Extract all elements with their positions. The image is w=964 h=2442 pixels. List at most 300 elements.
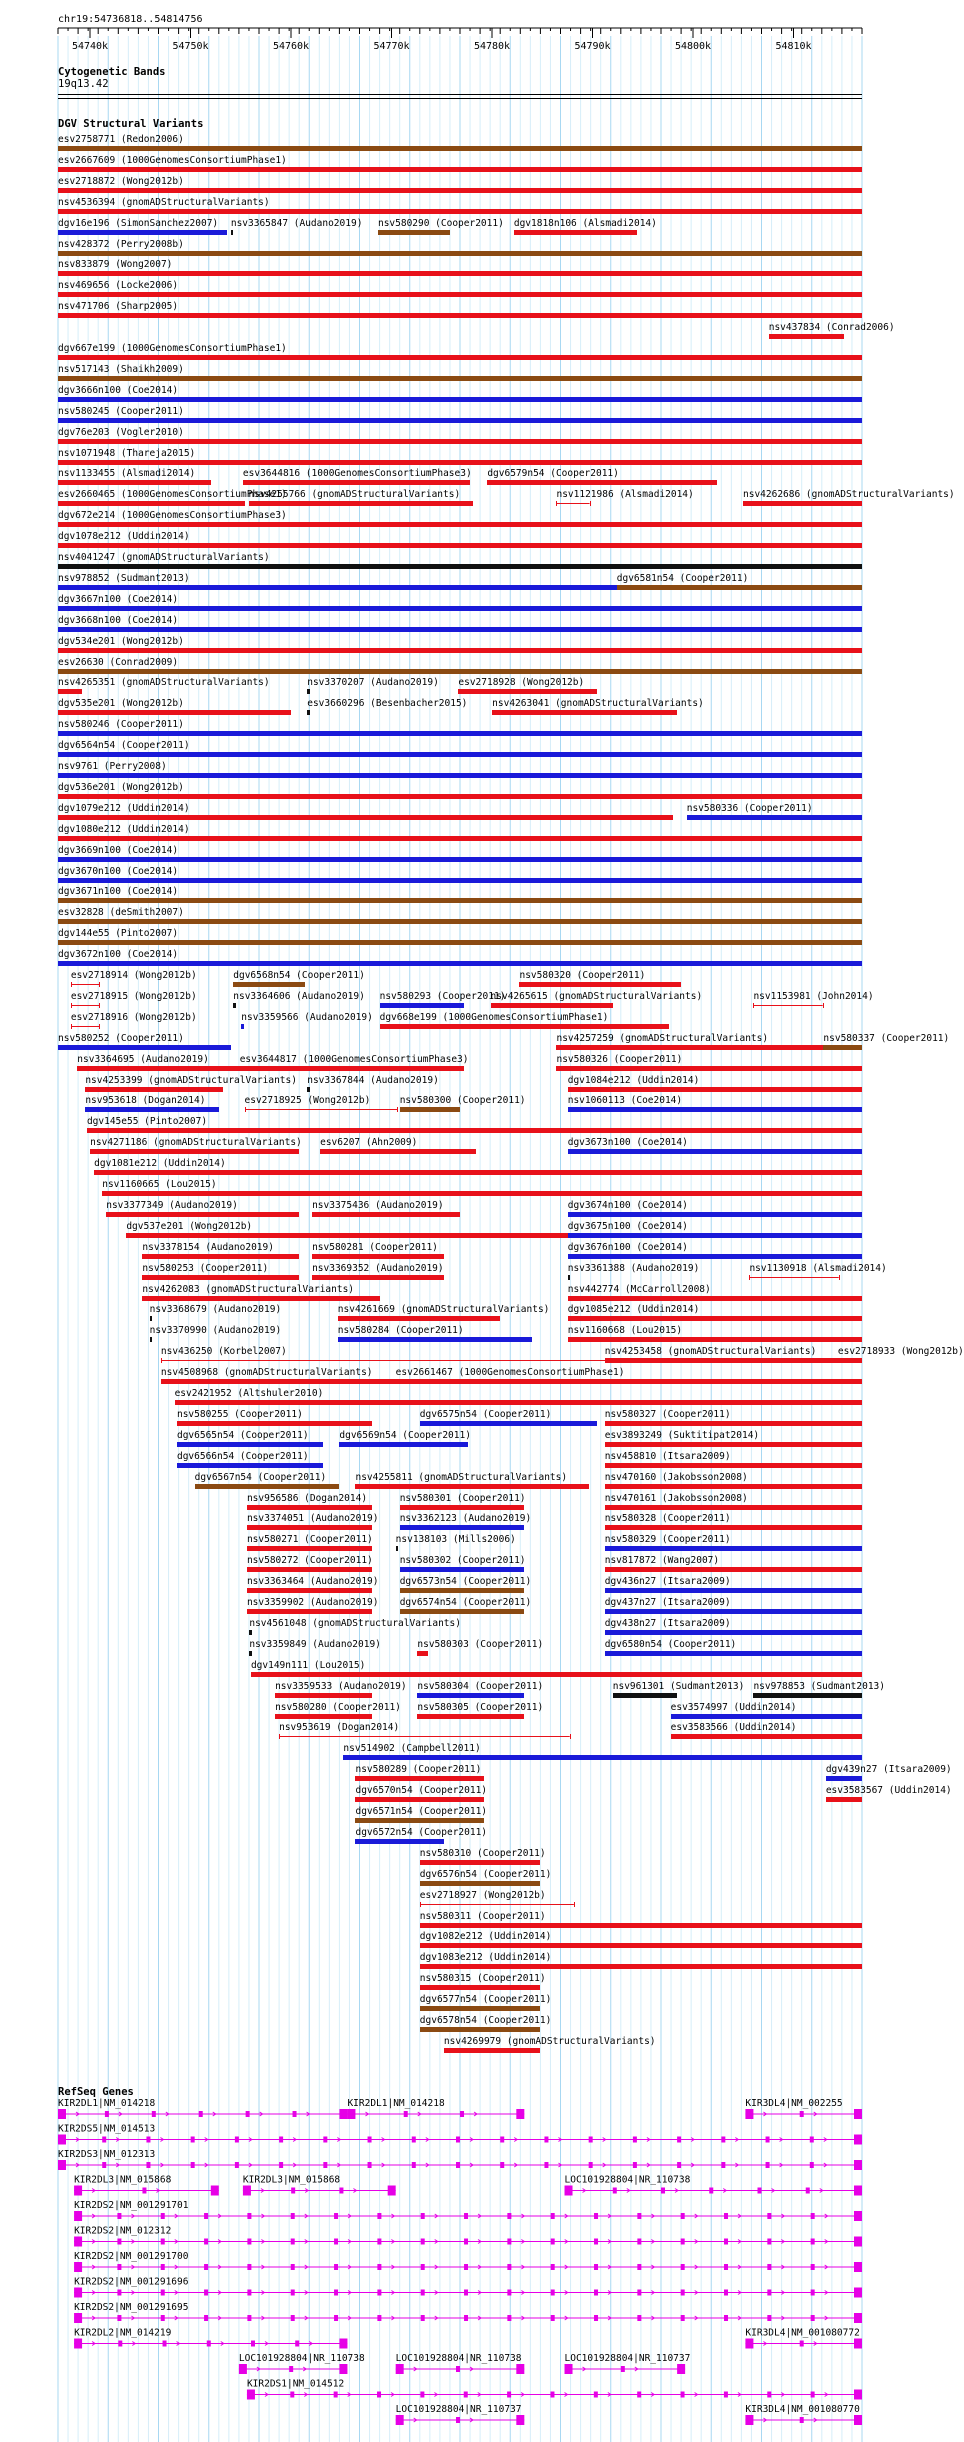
- variant-bar[interactable]: [58, 794, 862, 799]
- variant-label[interactable]: esv32828 (deSmith2007): [58, 907, 184, 919]
- variant-label[interactable]: esv3583567 (Uddin2014): [825, 1785, 952, 1797]
- variant-label[interactable]: esv2667609 (1000GenomesConsortiumPhase1): [58, 154, 287, 166]
- variant-label[interactable]: esv3574997 (Uddin2014): [670, 1701, 797, 1713]
- variant-bar[interactable]: [307, 689, 309, 694]
- variant-label[interactable]: dgv672e214 (1000GenomesConsortiumPhase3): [58, 510, 287, 522]
- variant-label[interactable]: nsv580304 (Cooper2011): [417, 1680, 544, 1692]
- variant-bar[interactable]: [568, 1316, 862, 1321]
- variant-bar[interactable]: [58, 710, 291, 715]
- variant-bar[interactable]: [58, 543, 862, 548]
- variant-bar[interactable]: [58, 669, 862, 674]
- variant-bar[interactable]: [58, 752, 862, 757]
- variant-bar[interactable]: [58, 460, 862, 465]
- variant-bar[interactable]: [150, 1337, 152, 1342]
- variant-label[interactable]: nsv580328 (Cooper2011): [604, 1513, 731, 1525]
- variant-label[interactable]: nsv580252 (Cooper2011): [58, 1032, 184, 1044]
- variant-label[interactable]: esv26630 (Conrad2009): [58, 656, 179, 668]
- variant-bar[interactable]: [605, 1484, 862, 1489]
- variant-bar[interactable]: [355, 1484, 588, 1489]
- variant-bar[interactable]: [380, 1024, 669, 1029]
- variant-label[interactable]: esv2661467 (1000GenomesConsortiumPhase1): [395, 1367, 625, 1379]
- variant-label[interactable]: esv3644816 (1000GenomesConsortiumPhase3): [242, 468, 472, 480]
- variant-label[interactable]: dgv76e203 (Vogler2010): [58, 426, 184, 438]
- variant-bar[interactable]: [355, 1839, 443, 1844]
- variant-bar[interactable]: [420, 2027, 541, 2032]
- variant-bar[interactable]: [417, 1714, 524, 1719]
- variant-bar[interactable]: [58, 919, 862, 924]
- variant-bar[interactable]: [568, 1296, 862, 1301]
- variant-label[interactable]: nsv580272 (Cooper2011): [246, 1555, 373, 1567]
- variant-label[interactable]: dgv149n111 (Lou2015): [250, 1659, 366, 1671]
- variant-bar[interactable]: [249, 1651, 251, 1656]
- variant-label[interactable]: nsv437834 (Conrad2006): [768, 322, 895, 334]
- variant-bar[interactable]: [420, 1902, 575, 1907]
- variant-bar[interactable]: [420, 2006, 541, 2011]
- variant-label[interactable]: dgv6566n54 (Cooper2011): [176, 1450, 309, 1462]
- variant-label[interactable]: nsv580246 (Cooper2011): [58, 719, 184, 731]
- variant-bar[interactable]: [58, 940, 862, 945]
- variant-label[interactable]: nsv580320 (Cooper2011): [519, 970, 646, 981]
- variant-bar[interactable]: [605, 1525, 862, 1530]
- variant-label[interactable]: dgv1083e212 (Uddin2014): [419, 1952, 552, 1964]
- variant-label[interactable]: nsv442774 (McCarroll2008): [567, 1283, 711, 1295]
- variant-bar[interactable]: [279, 1734, 570, 1739]
- variant-bar[interactable]: [85, 1107, 218, 1112]
- variant-label[interactable]: dgv535e201 (Wong2012b): [58, 698, 184, 710]
- variant-label[interactable]: nsv3367844 (Audano2019): [307, 1074, 439, 1086]
- variant-label[interactable]: nsv3364606 (Audano2019): [233, 990, 365, 1002]
- variant-label[interactable]: nsv580301 (Cooper2011): [399, 1492, 526, 1504]
- variant-label[interactable]: nsv978852 (Sudmant2013): [58, 572, 190, 584]
- variant-label[interactable]: dgv3670n100 (Coe2014): [58, 865, 179, 877]
- variant-label[interactable]: nsv580326 (Cooper2011): [556, 1053, 683, 1065]
- variant-bar[interactable]: [400, 1567, 525, 1572]
- variant-bar[interactable]: [58, 1045, 231, 1050]
- variant-label[interactable]: nsv3369352 (Audano2019): [312, 1262, 444, 1274]
- variant-label[interactable]: nsv436250 (Korbel2007): [160, 1346, 287, 1358]
- variant-bar[interactable]: [58, 292, 862, 297]
- variant-bar[interactable]: [247, 1609, 372, 1614]
- variant-bar[interactable]: [71, 982, 100, 987]
- variant-label[interactable]: nsv1133455 (Alsmadi2014): [58, 468, 196, 480]
- variant-label[interactable]: dgv3674n100 (Coe2014): [567, 1199, 688, 1211]
- variant-bar[interactable]: [58, 146, 862, 151]
- variant-label[interactable]: esv3660296 (Besenbacher2015): [307, 698, 468, 710]
- variant-bar[interactable]: [58, 564, 862, 569]
- variant-label[interactable]: dgv1078e212 (Uddin2014): [58, 531, 190, 543]
- variant-bar[interactable]: [58, 773, 862, 778]
- variant-label[interactable]: nsv580337 (Cooper2011): [823, 1032, 950, 1044]
- variant-bar[interactable]: [568, 1275, 570, 1280]
- variant-label[interactable]: dgv1084e212 (Uddin2014): [567, 1074, 700, 1086]
- variant-label[interactable]: nsv4271186 (gnomADStructuralVariants): [90, 1137, 302, 1149]
- variant-bar[interactable]: [233, 982, 305, 987]
- variant-bar[interactable]: [420, 1421, 597, 1426]
- variant-bar[interactable]: [556, 1066, 862, 1071]
- variant-label[interactable]: esv2718925 (Wong2012b): [244, 1095, 371, 1107]
- variant-label[interactable]: nsv580302 (Cooper2011): [399, 1555, 526, 1567]
- variant-bar[interactable]: [307, 710, 309, 715]
- variant-bar[interactable]: [142, 1296, 379, 1301]
- variant-bar[interactable]: [71, 1024, 100, 1029]
- variant-label[interactable]: nsv956586 (Dogan2014): [246, 1492, 368, 1504]
- variant-label[interactable]: esv2718916 (Wong2012b): [70, 1011, 197, 1023]
- variant-label[interactable]: dgv536e201 (Wong2012b): [58, 781, 184, 793]
- variant-label[interactable]: nsv3359849 (Audano2019): [249, 1638, 381, 1650]
- variant-bar[interactable]: [605, 1567, 862, 1572]
- variant-label[interactable]: nsv580271 (Cooper2011): [246, 1534, 373, 1546]
- variant-label[interactable]: dgv3675n100 (Coe2014): [567, 1220, 688, 1232]
- variant-bar[interactable]: [420, 1964, 862, 1969]
- variant-bar[interactable]: [378, 230, 450, 235]
- variant-label[interactable]: dgv16e196 (SimonSanchez2007): [58, 217, 219, 229]
- variant-label[interactable]: nsv580300 (Cooper2011): [399, 1095, 526, 1107]
- variant-bar[interactable]: [58, 230, 227, 235]
- variant-label[interactable]: nsv4269979 (gnomADStructuralVariants): [443, 2035, 656, 2047]
- variant-bar[interactable]: [568, 1107, 862, 1112]
- variant-bar[interactable]: [605, 1609, 862, 1614]
- variant-bar[interactable]: [58, 355, 862, 360]
- variant-bar[interactable]: [420, 1985, 541, 1990]
- variant-label[interactable]: nsv1160665 (Lou2015): [102, 1179, 217, 1190]
- variant-label[interactable]: dgv6569n54 (Cooper2011): [339, 1429, 471, 1441]
- variant-bar[interactable]: [769, 334, 845, 339]
- variant-bar[interactable]: [240, 1066, 464, 1071]
- variant-label[interactable]: nsv1160668 (Lou2015): [567, 1325, 683, 1337]
- variant-label[interactable]: dgv144e55 (Pinto2007): [58, 928, 179, 940]
- variant-bar[interactable]: [826, 1797, 862, 1802]
- variant-label[interactable]: nsv580255 (Cooper2011): [176, 1408, 303, 1420]
- variant-label[interactable]: dgv3671n100 (Coe2014): [58, 886, 179, 898]
- variant-label[interactable]: dgv438n27 (Itsara2009): [604, 1617, 731, 1629]
- variant-bar[interactable]: [420, 1923, 862, 1928]
- variant-label[interactable]: nsv3375436 (Audano2019): [312, 1199, 444, 1211]
- variant-bar[interactable]: [177, 1442, 323, 1447]
- variant-label[interactable]: esv3644817 (1000GenomesConsortiumPhase3): [239, 1053, 469, 1065]
- variant-bar[interactable]: [247, 1505, 372, 1510]
- variant-bar[interactable]: [247, 1525, 372, 1530]
- variant-label[interactable]: dgv6564n54 (Cooper2011): [58, 740, 190, 752]
- variant-bar[interactable]: [568, 1254, 862, 1259]
- variant-bar[interactable]: [568, 1337, 862, 1342]
- variant-label[interactable]: nsv4257259 (gnomADStructuralVariants): [556, 1032, 769, 1044]
- variant-bar[interactable]: [491, 1003, 613, 1008]
- variant-label[interactable]: dgv537e201 (Wong2012b): [126, 1220, 253, 1232]
- variant-bar[interactable]: [749, 1275, 839, 1280]
- variant-label[interactable]: nsv458810 (Itsara2009): [604, 1450, 731, 1462]
- variant-label[interactable]: nsv470161 (Jakobsson2008): [604, 1492, 748, 1504]
- variant-bar[interactable]: [400, 1588, 525, 1593]
- variant-bar[interactable]: [58, 898, 862, 903]
- variant-label[interactable]: nsv580336 (Cooper2011): [686, 802, 813, 814]
- variant-bar[interactable]: [58, 209, 862, 214]
- variant-bar[interactable]: [605, 1588, 862, 1593]
- variant-bar[interactable]: [58, 439, 862, 444]
- variant-bar[interactable]: [338, 1316, 500, 1321]
- variant-bar[interactable]: [605, 1546, 862, 1551]
- variant-label[interactable]: nsv580253 (Cooper2011): [142, 1262, 269, 1274]
- variant-bar[interactable]: [487, 480, 717, 485]
- variant-label[interactable]: nsv1121986 (Alsmadi2014): [556, 489, 694, 501]
- variant-label[interactable]: nsv4536394 (gnomADStructuralVariants): [58, 196, 270, 208]
- variant-label[interactable]: dgv6580n54 (Cooper2011): [604, 1638, 737, 1650]
- variant-label[interactable]: nsv3362123 (Audano2019): [399, 1513, 532, 1525]
- variant-label[interactable]: dgv145e55 (Pinto2007): [86, 1116, 208, 1128]
- variant-bar[interactable]: [568, 1149, 862, 1154]
- variant-label[interactable]: dgv1085e212 (Uddin2014): [567, 1304, 700, 1316]
- variant-bar[interactable]: [605, 1463, 862, 1468]
- variant-bar[interactable]: [743, 501, 862, 506]
- variant-bar[interactable]: [175, 1400, 862, 1405]
- variant-label[interactable]: dgv1818n106 (Alsmadi2014): [513, 217, 657, 229]
- variant-label[interactable]: dgv6573n54 (Cooper2011): [399, 1576, 532, 1588]
- variant-label[interactable]: nsv580310 (Cooper2011): [419, 1847, 546, 1859]
- variant-label[interactable]: nsv1153981 (John2014): [753, 990, 874, 1002]
- variant-label[interactable]: nsv4561048 (gnomADStructuralVariants): [249, 1617, 461, 1629]
- variant-label[interactable]: nsv580327 (Cooper2011): [604, 1408, 731, 1420]
- variant-label[interactable]: dgv437n27 (Itsara2009): [604, 1597, 731, 1608]
- variant-bar[interactable]: [826, 1776, 862, 1781]
- variant-bar[interactable]: [58, 397, 862, 402]
- variant-label[interactable]: dgv1082e212 (Uddin2014): [419, 1931, 552, 1943]
- variant-label[interactable]: dgv6576n54 (Cooper2011): [419, 1868, 552, 1880]
- variant-label[interactable]: nsv817872 (Wang2007): [604, 1555, 720, 1567]
- variant-label[interactable]: nsv580280 (Cooper2011): [275, 1701, 401, 1713]
- variant-bar[interactable]: [355, 1797, 484, 1802]
- variant-label[interactable]: nsv580281 (Cooper2011): [312, 1241, 438, 1253]
- variant-bar[interactable]: [142, 1275, 299, 1280]
- variant-label[interactable]: nsv4261669 (gnomADStructuralVariants): [337, 1304, 550, 1316]
- variant-label[interactable]: nsv580329 (Cooper2011): [604, 1534, 731, 1546]
- variant-bar[interactable]: [514, 230, 637, 235]
- variant-label[interactable]: dgv6565n54 (Cooper2011): [176, 1429, 309, 1441]
- variant-label[interactable]: dgv6578n54 (Cooper2011): [419, 2015, 552, 2026]
- variant-bar[interactable]: [195, 1484, 340, 1489]
- variant-bar[interactable]: [243, 480, 470, 485]
- variant-label[interactable]: nsv3370990 (Audano2019): [149, 1325, 282, 1337]
- variant-label[interactable]: nsv471706 (Sharp2005): [58, 301, 179, 313]
- variant-bar[interactable]: [312, 1212, 460, 1217]
- variant-bar[interactable]: [58, 648, 862, 653]
- variant-bar[interactable]: [58, 271, 862, 276]
- variant-bar[interactable]: [247, 1546, 372, 1551]
- variant-bar[interactable]: [519, 982, 681, 987]
- variant-bar[interactable]: [338, 1337, 533, 1342]
- variant-bar[interactable]: [568, 1212, 862, 1217]
- variant-bar[interactable]: [241, 1024, 243, 1029]
- variant-bar[interactable]: [417, 1651, 427, 1656]
- variant-bar[interactable]: [396, 1546, 398, 1551]
- variant-label[interactable]: nsv469656 (Locke2006): [58, 280, 179, 292]
- variant-label[interactable]: dgv6575n54 (Cooper2011): [419, 1408, 552, 1420]
- variant-bar[interactable]: [177, 1421, 372, 1426]
- variant-label[interactable]: nsv978853 (Sudmant2013): [753, 1680, 886, 1692]
- variant-label[interactable]: dgv439n27 (Itsara2009): [825, 1764, 952, 1776]
- variant-bar[interactable]: [320, 1149, 476, 1154]
- variant-label[interactable]: nsv3359902 (Audano2019): [246, 1597, 379, 1608]
- variant-bar[interactable]: [87, 1128, 862, 1133]
- variant-bar[interactable]: [233, 1003, 235, 1008]
- variant-bar[interactable]: [312, 1254, 444, 1259]
- variant-bar[interactable]: [605, 1442, 862, 1447]
- variant-bar[interactable]: [568, 1087, 862, 1092]
- variant-bar[interactable]: [58, 585, 617, 590]
- variant-label[interactable]: esv2718915 (Wong2012b): [70, 990, 197, 1002]
- variant-bar[interactable]: [249, 501, 473, 506]
- variant-bar[interactable]: [231, 230, 233, 235]
- variant-bar[interactable]: [58, 188, 862, 193]
- variant-bar[interactable]: [556, 1045, 862, 1050]
- variant-bar[interactable]: [247, 1588, 372, 1593]
- variant-bar[interactable]: [177, 1463, 323, 1468]
- variant-label[interactable]: nsv517143 (Shaikh2009): [58, 363, 184, 375]
- variant-label[interactable]: esv2660465 (1000GenomesConsortiumPhase1): [58, 489, 287, 501]
- variant-bar[interactable]: [343, 1755, 862, 1760]
- variant-label[interactable]: nsv580311 (Cooper2011): [419, 1910, 546, 1922]
- variant-label[interactable]: esv2718928 (Wong2012b): [458, 677, 585, 689]
- variant-label[interactable]: nsv3374051 (Audano2019): [246, 1513, 379, 1525]
- variant-label[interactable]: nsv961301 (Sudmant2013): [612, 1680, 745, 1692]
- variant-label[interactable]: esv2758771 (Redon2006): [58, 134, 184, 145]
- variant-label[interactable]: nsv4265351 (gnomADStructuralVariants): [58, 677, 270, 689]
- variant-label[interactable]: nsv3363464 (Audano2019): [246, 1576, 379, 1588]
- variant-label[interactable]: nsv514902 (Campbell2011): [343, 1743, 481, 1755]
- variant-label[interactable]: nsv580290 (Cooper2011): [377, 217, 504, 229]
- variant-label[interactable]: nsv4255766 (gnomADStructuralVariants): [248, 489, 461, 501]
- variant-bar[interactable]: [85, 1087, 222, 1092]
- variant-bar[interactable]: [671, 1714, 862, 1719]
- variant-label[interactable]: dgv534e201 (Wong2012b): [58, 635, 184, 647]
- variant-label[interactable]: nsv580289 (Cooper2011): [355, 1764, 482, 1776]
- variant-bar[interactable]: [605, 1505, 862, 1510]
- variant-bar[interactable]: [568, 1233, 862, 1238]
- variant-label[interactable]: esv3583566 (Uddin2014): [670, 1722, 797, 1734]
- variant-label[interactable]: dgv667e199 (1000GenomesConsortiumPhase1): [58, 343, 287, 354]
- variant-bar[interactable]: [58, 251, 862, 256]
- variant-label[interactable]: nsv470160 (Jakobsson2008): [604, 1471, 748, 1483]
- variant-bar[interactable]: [605, 1358, 862, 1363]
- variant-label[interactable]: nsv428372 (Perry2008b): [58, 238, 184, 250]
- variant-bar[interactable]: [380, 1003, 464, 1008]
- variant-label[interactable]: dgv3673n100 (Coe2014): [567, 1137, 688, 1149]
- variant-bar[interactable]: [753, 1003, 823, 1008]
- variant-label[interactable]: nsv3361388 (Audano2019): [567, 1262, 700, 1274]
- variant-bar[interactable]: [150, 1316, 152, 1321]
- variant-label[interactable]: dgv3668n100 (Coe2014): [58, 614, 179, 626]
- coordinate-ruler[interactable]: [0, 22, 890, 62]
- variant-bar[interactable]: [355, 1776, 484, 1781]
- variant-label[interactable]: nsv1071948 (Thareja2015): [58, 447, 196, 459]
- variant-label[interactable]: nsv4255811 (gnomADStructuralVariants): [355, 1471, 568, 1483]
- variant-label[interactable]: dgv668e199 (1000GenomesConsortiumPhase1): [379, 1011, 609, 1023]
- variant-bar[interactable]: [58, 836, 862, 841]
- variant-label[interactable]: nsv833879 (Wong2007): [58, 259, 173, 271]
- variant-label[interactable]: nsv580293 (Cooper2011): [379, 990, 506, 1002]
- variant-bar[interactable]: [142, 1254, 299, 1259]
- variant-label[interactable]: dgv6568n54 (Cooper2011): [233, 970, 365, 981]
- variant-label[interactable]: nsv9761 (Perry2008): [58, 761, 167, 772]
- variant-label[interactable]: nsv3359533 (Audano2019): [275, 1680, 407, 1692]
- variant-bar[interactable]: [458, 689, 596, 694]
- variant-bar[interactable]: [102, 1191, 862, 1196]
- variant-label[interactable]: nsv1130918 (Alsmadi2014): [749, 1262, 887, 1274]
- variant-label[interactable]: nsv3364695 (Audano2019): [77, 1053, 209, 1065]
- variant-bar[interactable]: [396, 1379, 862, 1384]
- variant-bar[interactable]: [823, 1045, 862, 1050]
- variant-label[interactable]: dgv6567n54 (Cooper2011): [194, 1471, 327, 1483]
- variant-bar[interactable]: [671, 1734, 862, 1739]
- variant-bar[interactable]: [400, 1505, 525, 1510]
- variant-bar[interactable]: [275, 1693, 371, 1698]
- variant-bar[interactable]: [753, 1693, 862, 1698]
- variant-label[interactable]: dgv6581n54 (Cooper2011): [616, 572, 749, 584]
- variant-bar[interactable]: [492, 710, 677, 715]
- variant-bar[interactable]: [613, 1693, 677, 1698]
- variant-label[interactable]: esv2718872 (Wong2012b): [58, 175, 184, 187]
- variant-label[interactable]: dgv3669n100 (Coe2014): [58, 844, 179, 856]
- variant-bar[interactable]: [58, 689, 82, 694]
- variant-bar[interactable]: [556, 501, 590, 506]
- variant-bar[interactable]: [420, 1881, 541, 1886]
- variant-label[interactable]: esv2718914 (Wong2012b): [70, 970, 197, 981]
- variant-label[interactable]: dgv6571n54 (Cooper2011): [355, 1806, 488, 1817]
- variant-bar[interactable]: [90, 1149, 299, 1154]
- variant-label[interactable]: dgv6570n54 (Cooper2011): [355, 1785, 488, 1797]
- variant-label[interactable]: dgv3672n100 (Coe2014): [58, 949, 179, 961]
- variant-label[interactable]: dgv6579n54 (Cooper2011): [487, 468, 619, 480]
- variant-label[interactable]: esv2718933 (Wong2012b): [837, 1346, 964, 1358]
- variant-label[interactable]: dgv436n27 (Itsara2009): [604, 1576, 731, 1588]
- variant-label[interactable]: nsv580303 (Cooper2011): [417, 1638, 544, 1650]
- variant-label[interactable]: dgv1081e212 (Uddin2014): [94, 1158, 226, 1170]
- variant-bar[interactable]: [355, 1818, 484, 1823]
- variant-label[interactable]: nsv4263041 (gnomADStructuralVariants): [492, 698, 704, 710]
- variant-bar[interactable]: [417, 1693, 524, 1698]
- variant-bar[interactable]: [58, 878, 862, 883]
- variant-label[interactable]: dgv1080e212 (Uddin2014): [58, 823, 190, 835]
- variant-label[interactable]: nsv953619 (Dogan2014): [279, 1722, 400, 1734]
- variant-bar[interactable]: [275, 1714, 371, 1719]
- variant-bar[interactable]: [400, 1609, 525, 1614]
- variant-label[interactable]: nsv3370207 (Audano2019): [307, 677, 439, 689]
- variant-label[interactable]: nsv953618 (Dogan2014): [85, 1095, 206, 1107]
- variant-label[interactable]: dgv3676n100 (Coe2014): [567, 1241, 688, 1253]
- variant-bar[interactable]: [58, 857, 862, 862]
- variant-bar[interactable]: [245, 1107, 398, 1112]
- variant-bar[interactable]: [420, 1943, 862, 1948]
- variant-label[interactable]: nsv138103 (Mills2006): [395, 1534, 516, 1546]
- variant-bar[interactable]: [400, 1525, 525, 1530]
- variant-label[interactable]: nsv580245 (Cooper2011): [58, 405, 184, 417]
- variant-label[interactable]: dgv6577n54 (Cooper2011): [419, 1994, 552, 2006]
- variant-bar[interactable]: [605, 1421, 862, 1426]
- variant-bar[interactable]: [106, 1212, 299, 1217]
- variant-bar[interactable]: [58, 501, 245, 506]
- variant-label[interactable]: nsv3368679 (Audano2019): [149, 1304, 282, 1316]
- variant-bar[interactable]: [251, 1672, 862, 1677]
- variant-label[interactable]: dgv1079e212 (Uddin2014): [58, 802, 190, 814]
- variant-label[interactable]: esv2421952 (Altshuler2010): [174, 1388, 324, 1399]
- variant-bar[interactable]: [161, 1358, 647, 1363]
- variant-bar[interactable]: [58, 731, 862, 736]
- variant-label[interactable]: nsv580284 (Cooper2011): [337, 1325, 464, 1337]
- variant-label[interactable]: esv6207 (Ahn2009): [320, 1137, 418, 1149]
- variant-bar[interactable]: [71, 1003, 100, 1008]
- variant-bar[interactable]: [58, 418, 862, 423]
- variant-label[interactable]: nsv3365847 (Audano2019): [230, 217, 363, 229]
- variant-label[interactable]: nsv580305 (Cooper2011): [417, 1701, 544, 1713]
- variant-bar[interactable]: [58, 376, 862, 381]
